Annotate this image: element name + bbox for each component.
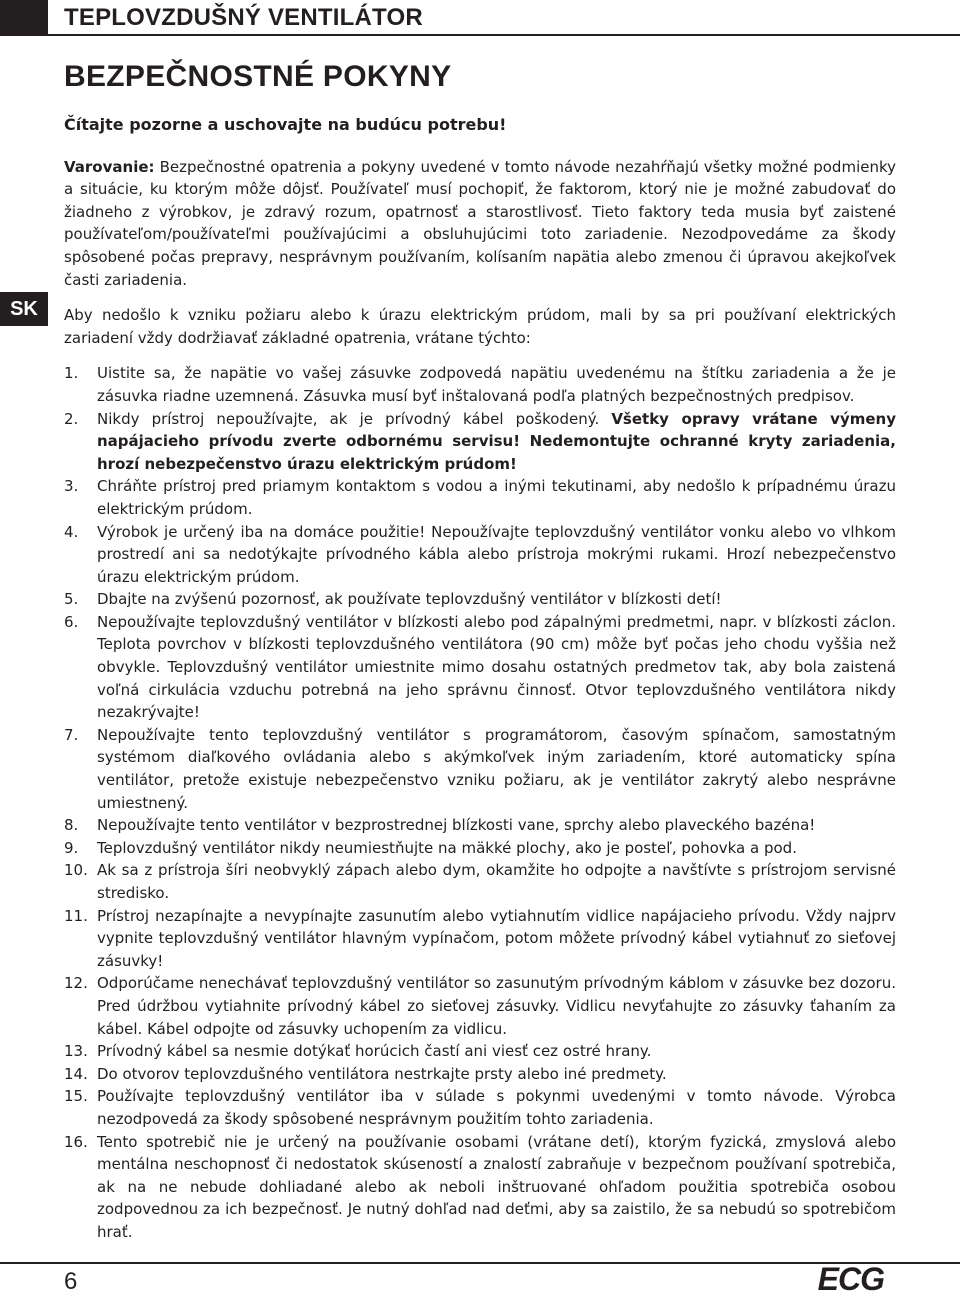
page-number: 6 xyxy=(64,1268,78,1295)
safety-rule xyxy=(64,814,896,837)
rule-text: Prístroj nezapínajte a nevypínajte zasunutím alebo vytiahnutím vidlice napájacieho prívodu. Vždy najprv vypnite teplovzdušný ventilátor hlavným vypínačom, potom môžete prívodný kábel vytiahnuť zo sieťovej zásuvky! xyxy=(97,906,896,970)
rule-number: 10. xyxy=(64,861,88,880)
rule-number: 12. xyxy=(64,974,88,993)
rule-number: 2. xyxy=(64,409,79,428)
rule-number: 15. xyxy=(64,1087,88,1106)
rule-text: Odporúčame nenechávať teplovzdušný ventilátor so zasunutým prívodným káblom v zásuvke bez dozoru. Pred údržbou vytiahnite prívodný kábel zo sieťovej zásuvky. Vidlicu nevyťahujte zo zásuvky ťahaním za kábel. Kábel odpojte od zásuvky uchopením za vidlicu. xyxy=(97,974,896,1038)
brand-logo: ECG xyxy=(817,1261,884,1297)
rule-number: 4. xyxy=(64,522,79,541)
rule-text: Uistite sa, že napätie vo vašej zásuvke zodpovedá napätiu uvedenému na štítku zariadenia a že je zásuvka riadne uzemnená. Zásuvka musí byť inštalovaná podľa platných bezpečnostných predpisov. xyxy=(97,364,896,405)
safety-rule xyxy=(64,362,896,407)
language-tab: SK xyxy=(0,292,48,326)
safety-rules-list xyxy=(64,362,896,1243)
subtitle: Čítajte pozorne a uschovajte na budúcu potrebu! xyxy=(64,115,507,134)
safety-rule xyxy=(64,408,896,476)
safety-rule xyxy=(64,972,896,1040)
rule-number: 16. xyxy=(64,1132,88,1151)
rule-bold-text: Všetky opravy vrátane výmeny napájacieho prívodu zverte odbornému servisu! Nedemontujte ochranné kryty zariadenia, hrozí nebezpečenstvo úrazu elektrickým prúdom! xyxy=(97,409,896,473)
safety-rule xyxy=(64,1063,896,1086)
rule-text: Výrobok je určený iba na domáce použitie! Nepoužívajte teplovzdušný ventilátor vonku alebo vo vlhkom prostredí ani sa nedotýkajte prívodného kábla alebo prístroja mokrými rukami. Hrozí nebezpečenstvo úrazu elektrickým prúdom. xyxy=(97,522,896,586)
safety-rule xyxy=(64,611,896,724)
warning-text: Bezpečnostné opatrenia a pokyny uvedené v tomto návode nezahŕňajú všetky možné podmienky a situácie, ku ktorým môže dôjsť. Používateľ musí pochopiť, že faktorom, ktorý nie je možné zabudovať do žiadneho z výrobkov, je zdravý rozum, opatrnosť a starostlivosť. Tieto faktory teda musia byť zaistené používateľom/používateľmi používajúcimi a obsluhujúcimi toto zariadenie. Nezodpovedáme za škody spôsobené počas prepravy, nesprávnym používaním, kolísaním napätia alebo zmenou či úpravou akejkoľvek časti zariadenia. xyxy=(64,157,896,289)
safety-rule xyxy=(64,724,896,814)
rule-number: 14. xyxy=(64,1064,88,1083)
rule-text: Prívodný kábel sa nesmie dotýkať horúcich častí ani viesť cez ostré hrany. xyxy=(97,1042,652,1061)
rule-number: 5. xyxy=(64,590,79,609)
footer xyxy=(0,1262,960,1298)
rule-number: 3. xyxy=(64,477,79,496)
rule-number: 1. xyxy=(64,364,79,383)
intro-paragraph: Aby nedošlo k vzniku požiaru alebo k úrazu elektrickým prúdom, mali by sa pri používaní elektrických zariadení vždy dodržiavať základné opatrenia, vrátane týchto: xyxy=(64,306,896,347)
rule-text: Nikdy prístroj nepoužívajte, ak je prívodný kábel poškodený. xyxy=(97,409,612,428)
rule-text: Ak sa z prístroja šíri neobvyklý zápach alebo dym, okamžite ho odpojte a navštívte s prístrojom servisné stredisko. xyxy=(97,861,896,902)
safety-rule xyxy=(64,588,896,611)
rule-number: 7. xyxy=(64,725,79,744)
header-bar-tab xyxy=(0,0,48,34)
safety-rule xyxy=(64,859,896,904)
rule-number: 9. xyxy=(64,838,79,857)
rule-text: Chráňte prístroj pred priamym kontaktom s vodou a inými tekutinami, aby nedošlo k prípadnému úrazu elektrickým prúdom. xyxy=(97,477,896,518)
safety-rule xyxy=(64,905,896,973)
safety-rule xyxy=(64,837,896,860)
rule-text: Dbajte na zvýšenú pozornosť, ak používate teplovzdušný ventilátor v blízkosti detí! xyxy=(97,590,722,609)
safety-rule xyxy=(64,1131,896,1244)
safety-rule xyxy=(64,1040,896,1063)
rule-text: Nepoužívajte tento ventilátor v bezprostrednej blízkosti vane, sprchy alebo plaveckého bazéna! xyxy=(97,816,816,835)
safety-rule xyxy=(64,475,896,520)
manual-content xyxy=(64,114,896,1244)
rule-text: Používajte teplovzdušný ventilátor iba v súlade s pokynmi uvedenými v tomto návode. Výrobca nezodpovedá za škody spôsobené nesprávnym použitím tohto zariadenia. xyxy=(97,1087,896,1128)
rule-text: Do otvorov teplovzdušného ventilátora nestrkajte prsty alebo iné predmety. xyxy=(97,1064,667,1083)
safety-rule xyxy=(64,1085,896,1130)
safety-rule xyxy=(64,521,896,589)
warning-label: Varovanie: xyxy=(64,157,155,176)
rule-number: 8. xyxy=(64,816,79,835)
rule-text: Teplovzdušný ventilátor nikdy neumiestňujte na mäkké plochy, ako je posteľ, pohovka a pod. xyxy=(97,838,797,857)
rule-text: Nepoužívajte tento teplovzdušný ventilátor s programátorom, časovým spínačom, samostatným systémom diaľkového ovládania alebo s akýmkoľvek iným zariadením, ktoré automaticky spína ventilátor, pretože existuje nebezpečenstvo vzniku požiaru, ak je ventilátor zakrytý alebo nesprávne umiestnený. xyxy=(97,725,896,812)
section-title: BEZPEČNOSTNÉ POKYNY xyxy=(64,60,452,93)
rule-number: 13. xyxy=(64,1042,88,1061)
rule-number: 6. xyxy=(64,612,79,631)
document-title: TEPLOVZDUŠNÝ VENTILÁTOR xyxy=(64,4,423,31)
warning-paragraph xyxy=(64,156,896,292)
rule-text: Nepoužívajte teplovzdušný ventilátor v blízkosti alebo pod zápalnými predmetmi, napr. v blízkosti záclon. Teplota povrchov v blízkosti teplovzdušného ventilátora (90 cm) môže byť počas jeho chodu vyššia než obvykle. Teplovzdušný ventilátor umiestnite mimo dosahu ostatných predmetov tak, aby bola zaistená voľná cirkulácia vzduchu potrebná na jeho správnu činnosť. Otvor teplovzdušného ventilátora nikdy nezakrývajte! xyxy=(97,612,896,722)
rule-text: Tento spotrebič nie je určený na používanie osobami (vrátane detí), ktorým fyzická, zmyslová alebo mentálna neschopnosť či nedostatok skúseností a znalostí zabraňuje v bezpečnom používaní spotrebiča, ak na ne nebude dohliadané alebo ak neboli inštruované ohľadom použitia spotrebiča osobou zodpovednou za ich bezpečnosť. Je nutný dohľad nad deťmi, aby sa zaistilo, že sa nebudú so spotrebičom hrať. xyxy=(97,1132,896,1241)
rule-number: 11. xyxy=(64,906,88,925)
